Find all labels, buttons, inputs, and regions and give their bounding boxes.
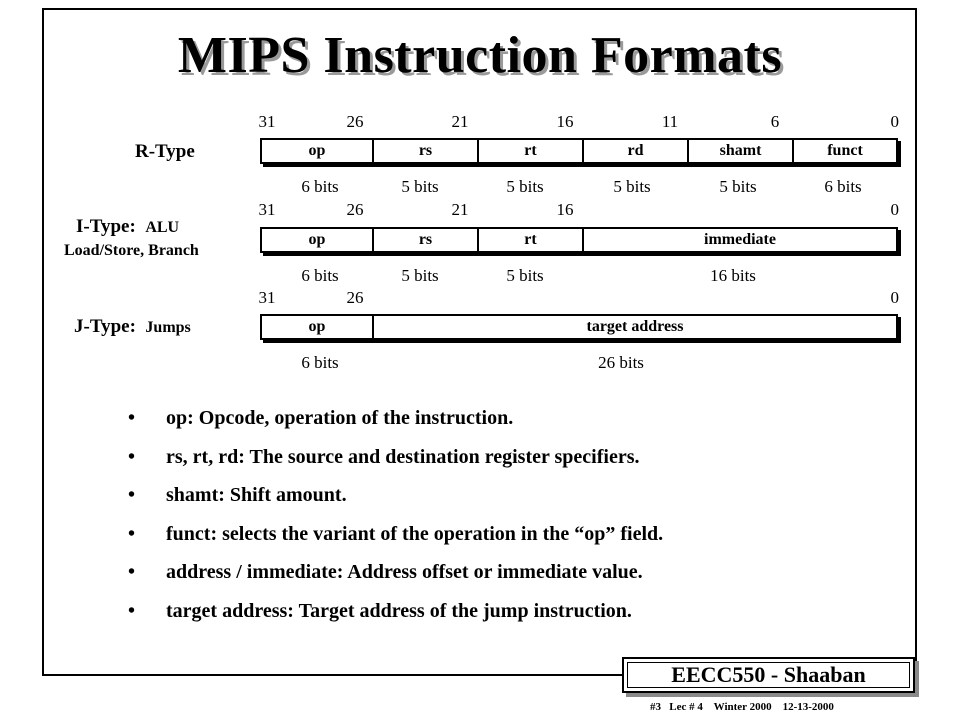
i-type-label-2: Load/Store, Branch: [64, 242, 199, 259]
j-bit-26: 26: [346, 288, 364, 307]
list-item: [128, 598, 663, 637]
r-bit-0: 0: [890, 112, 899, 131]
i-type-sublabel: ALU: [145, 219, 180, 236]
list-item: [128, 444, 663, 483]
j-bit-0: 0: [890, 288, 899, 307]
list-item: [128, 405, 663, 444]
i-width-rs: 5 bits: [401, 266, 439, 285]
bullet-text: target address: Target address of the jump instruction.: [166, 599, 632, 622]
i-width-op: 6 bits: [301, 266, 339, 285]
bullet-text: op: Opcode, operation of the instruction.: [166, 407, 514, 429]
j-bit-31: 31: [258, 288, 276, 307]
j-type-label: [74, 316, 191, 338]
r-width-shamt: 5 bits: [719, 177, 757, 196]
r-field-rs: rs: [372, 140, 477, 162]
bullet-text: rs, rt, rd: The source and destination register specifiers.: [166, 445, 640, 468]
i-type-label: [76, 216, 179, 238]
i-width-immediate: 16 bits: [710, 266, 756, 285]
slide-footer: #3 Lec # 4 Winter 2000 12-13-2000: [650, 701, 834, 713]
list-item: [128, 482, 663, 521]
j-width-target: 26 bits: [598, 353, 644, 372]
r-width-rd: 5 bits: [613, 177, 651, 196]
r-type-format-box: [260, 138, 898, 164]
i-bit-31: 31: [258, 200, 276, 219]
r-width-op: 6 bits: [301, 177, 339, 196]
r-width-rt: 5 bits: [506, 177, 544, 196]
r-field-funct: funct: [792, 140, 896, 162]
i-bit-21: 21: [451, 200, 469, 219]
r-field-op: op: [308, 142, 326, 159]
r-bit-31: 31: [258, 112, 276, 131]
slide-title: MIPS Instruction Formats: [177, 27, 783, 84]
field-description-list: [128, 405, 663, 636]
r-field-shamt: shamt: [687, 140, 792, 162]
r-field-rt: rt: [477, 140, 582, 162]
bullet-icon: •: [128, 484, 136, 506]
i-field-immediate: immediate: [582, 229, 896, 251]
i-field-op: op: [308, 231, 326, 248]
i-bit-26: 26: [346, 200, 364, 219]
r-bit-6: 6: [770, 112, 780, 131]
r-field-rd: rd: [582, 140, 687, 162]
list-item: [128, 521, 663, 560]
bullet-icon: •: [128, 561, 136, 583]
r-bit-26: 26: [346, 112, 364, 131]
j-width-op: 6 bits: [301, 353, 339, 372]
j-type-label-main: J-Type:: [74, 316, 136, 337]
r-type-label: R-Type: [135, 141, 195, 162]
r-bit-11: 11: [661, 112, 679, 131]
r-bit-16: 16: [556, 112, 574, 131]
i-type-label-main: I-Type:: [76, 216, 136, 237]
r-width-rs: 5 bits: [401, 177, 439, 196]
i-bit-16: 16: [556, 200, 574, 219]
i-width-rt: 5 bits: [506, 266, 544, 285]
j-type-format-box: [260, 314, 898, 340]
bullet-icon: •: [128, 522, 136, 545]
i-bit-0: 0: [890, 200, 899, 219]
i-type-format-box: [260, 227, 898, 253]
bullet-text: address / immediate: Address offset or immediate value.: [166, 561, 643, 583]
list-item: [128, 559, 663, 598]
r-bit-21: 21: [451, 112, 469, 131]
course-badge: [622, 657, 915, 693]
bullet-icon: •: [128, 445, 136, 468]
badge-text: EECC550 - Shaaban: [671, 662, 866, 687]
bullet-icon: •: [128, 407, 136, 429]
j-field-op: op: [308, 318, 326, 335]
bullet-text: funct: selects the variant of the operation in the “op” field.: [166, 522, 664, 545]
i-field-rs: rs: [372, 229, 477, 251]
bullet-icon: •: [128, 599, 136, 622]
bullet-text: shamt: Shift amount.: [166, 484, 347, 506]
i-field-rt: rt: [477, 229, 582, 251]
j-field-target-address: target address: [372, 316, 896, 338]
j-type-sublabel: Jumps: [145, 319, 191, 336]
r-width-funct: 6 bits: [824, 177, 862, 196]
